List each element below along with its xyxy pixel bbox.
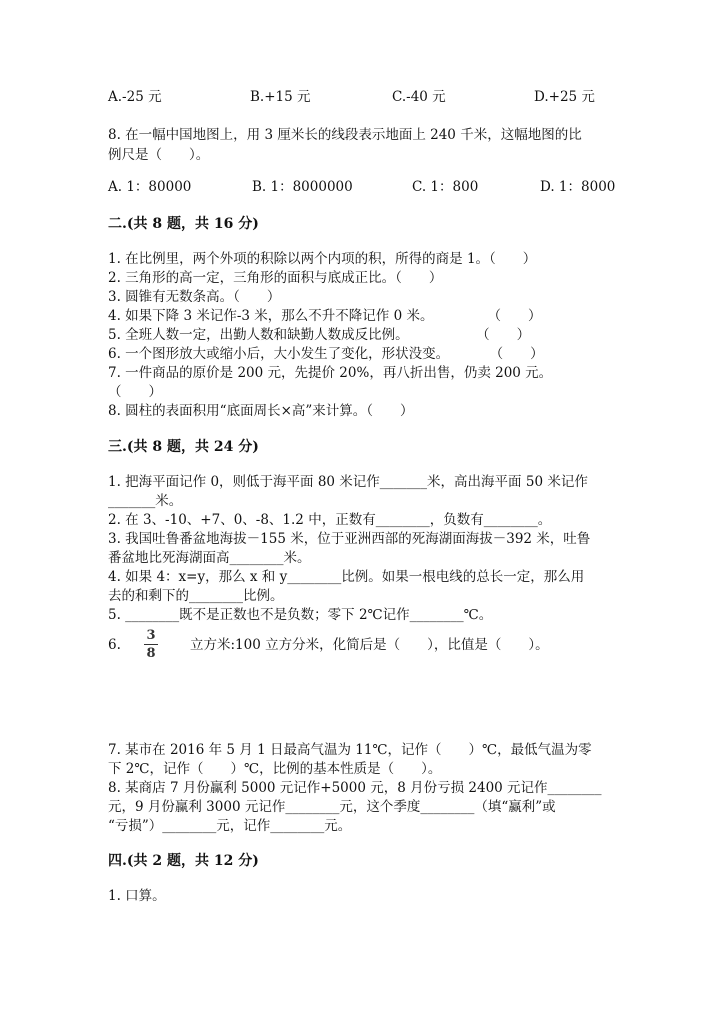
fraction-numerator: 3 <box>146 628 156 643</box>
list-item: 下 2℃，记作（ ）℃，比例的基本性质是（ ）。 <box>108 761 442 777</box>
question-text: 8. 在一幅中国地图上，用 3 厘米长的线段表示地面上 240 千米，这幅地图的比 <box>108 127 582 143</box>
fraction-denominator: 8 <box>146 646 156 661</box>
list-item: 1. 把海平面记作 0，则低于海平面 80 米记作_______米，高出海平面 50 米记作 <box>108 474 588 490</box>
option-a: A. 1：80000 <box>108 179 192 195</box>
option-a: A.-25 元 <box>108 89 162 105</box>
list-item: 元，9 月份赢利 3000 元记作________元，这个季度________（填“赢利”或 <box>108 799 556 815</box>
list-item: 3. 圆锥有无数条高。（ ） <box>108 289 281 305</box>
section-title: 二.(共 8 题，共 16 分) <box>108 216 259 232</box>
list-item: 4. 如果下降 3 米记作-3 米，那么不升不降记作 0 米。 （ ） <box>108 308 542 324</box>
option-c: C.-40 元 <box>392 89 446 105</box>
list-item: 7. 一件商品的原价是 200 元，先提价 20%，再八折出售，仍卖 200 元。 <box>108 365 553 381</box>
list-item: 4. 如果 4：x=y，那么 x 和 y________比例。如果一根电线的总长一定，那么用 <box>108 569 585 585</box>
list-item: 5. ________既不是正数也不是负数；零下 2℃记作________℃。 <box>108 607 493 623</box>
list-item: 2. 在 3、-10、+7、0、-8、1.2 中，正数有________，负数有________。 <box>108 512 552 528</box>
list-item: 番盆地比死海湖面高________米。 <box>108 550 311 566</box>
list-item: 8. 圆柱的表面积用“底面周长×高”来计算。（ ） <box>108 403 414 419</box>
list-item: （ ） <box>108 384 162 400</box>
list-item: 2. 三角形的高一定，三角形的面积与底成正比。（ ） <box>108 270 443 286</box>
list-item: “亏损”）________元，记作________元。 <box>108 818 352 834</box>
question-number: 6. <box>108 637 121 653</box>
list-item: 1. 口算。 <box>108 888 166 904</box>
option-c: C. 1：800 <box>412 179 479 195</box>
list-item: 5. 全班人数一定，出勤人数和缺勤人数成反比例。 （ ） <box>108 327 531 343</box>
option-d: D. 1：8000 <box>540 179 616 195</box>
question-text: 立方米:100 立方分米，化简后是（ ），比值是（ ）。 <box>190 637 549 653</box>
list-item: 1. 在比例里，两个外项的积除以两个内项的积，所得的商是 1。（ ） <box>108 251 537 267</box>
list-item: 8. 某商店 7 月份赢利 5000 元记作+5000 元，8 月份亏损 2400 元记作________ <box>108 780 602 796</box>
option-d: D.+25 元 <box>534 89 595 105</box>
list-item: _______米。 <box>108 493 183 509</box>
list-item: 3. 我国吐鲁番盆地海拔－155 米，位于亚洲西部的死海湖面海拔－392 米，吐鲁 <box>108 531 591 547</box>
list-item: 7. 某市在 2016 年 5 月 1 日最高气温为 11℃，记作（ ）℃，最低气温为零 <box>108 742 592 758</box>
list-item: 去的和剩下的________比例。 <box>108 588 284 604</box>
option-b: B.+15 元 <box>250 89 311 105</box>
fraction <box>144 628 158 661</box>
question-text: 例尺是（ ）。 <box>108 147 210 163</box>
list-item: 6. 一个图形放大或缩小后，大小发生了变化，形状没变。 （ ） <box>108 346 544 362</box>
fraction-bar <box>144 644 158 645</box>
option-b: B. 1：8000000 <box>252 179 353 195</box>
section-title: 四.(共 2 题，共 12 分) <box>108 853 259 869</box>
section-title: 三.(共 8 题，共 24 分) <box>108 439 259 455</box>
